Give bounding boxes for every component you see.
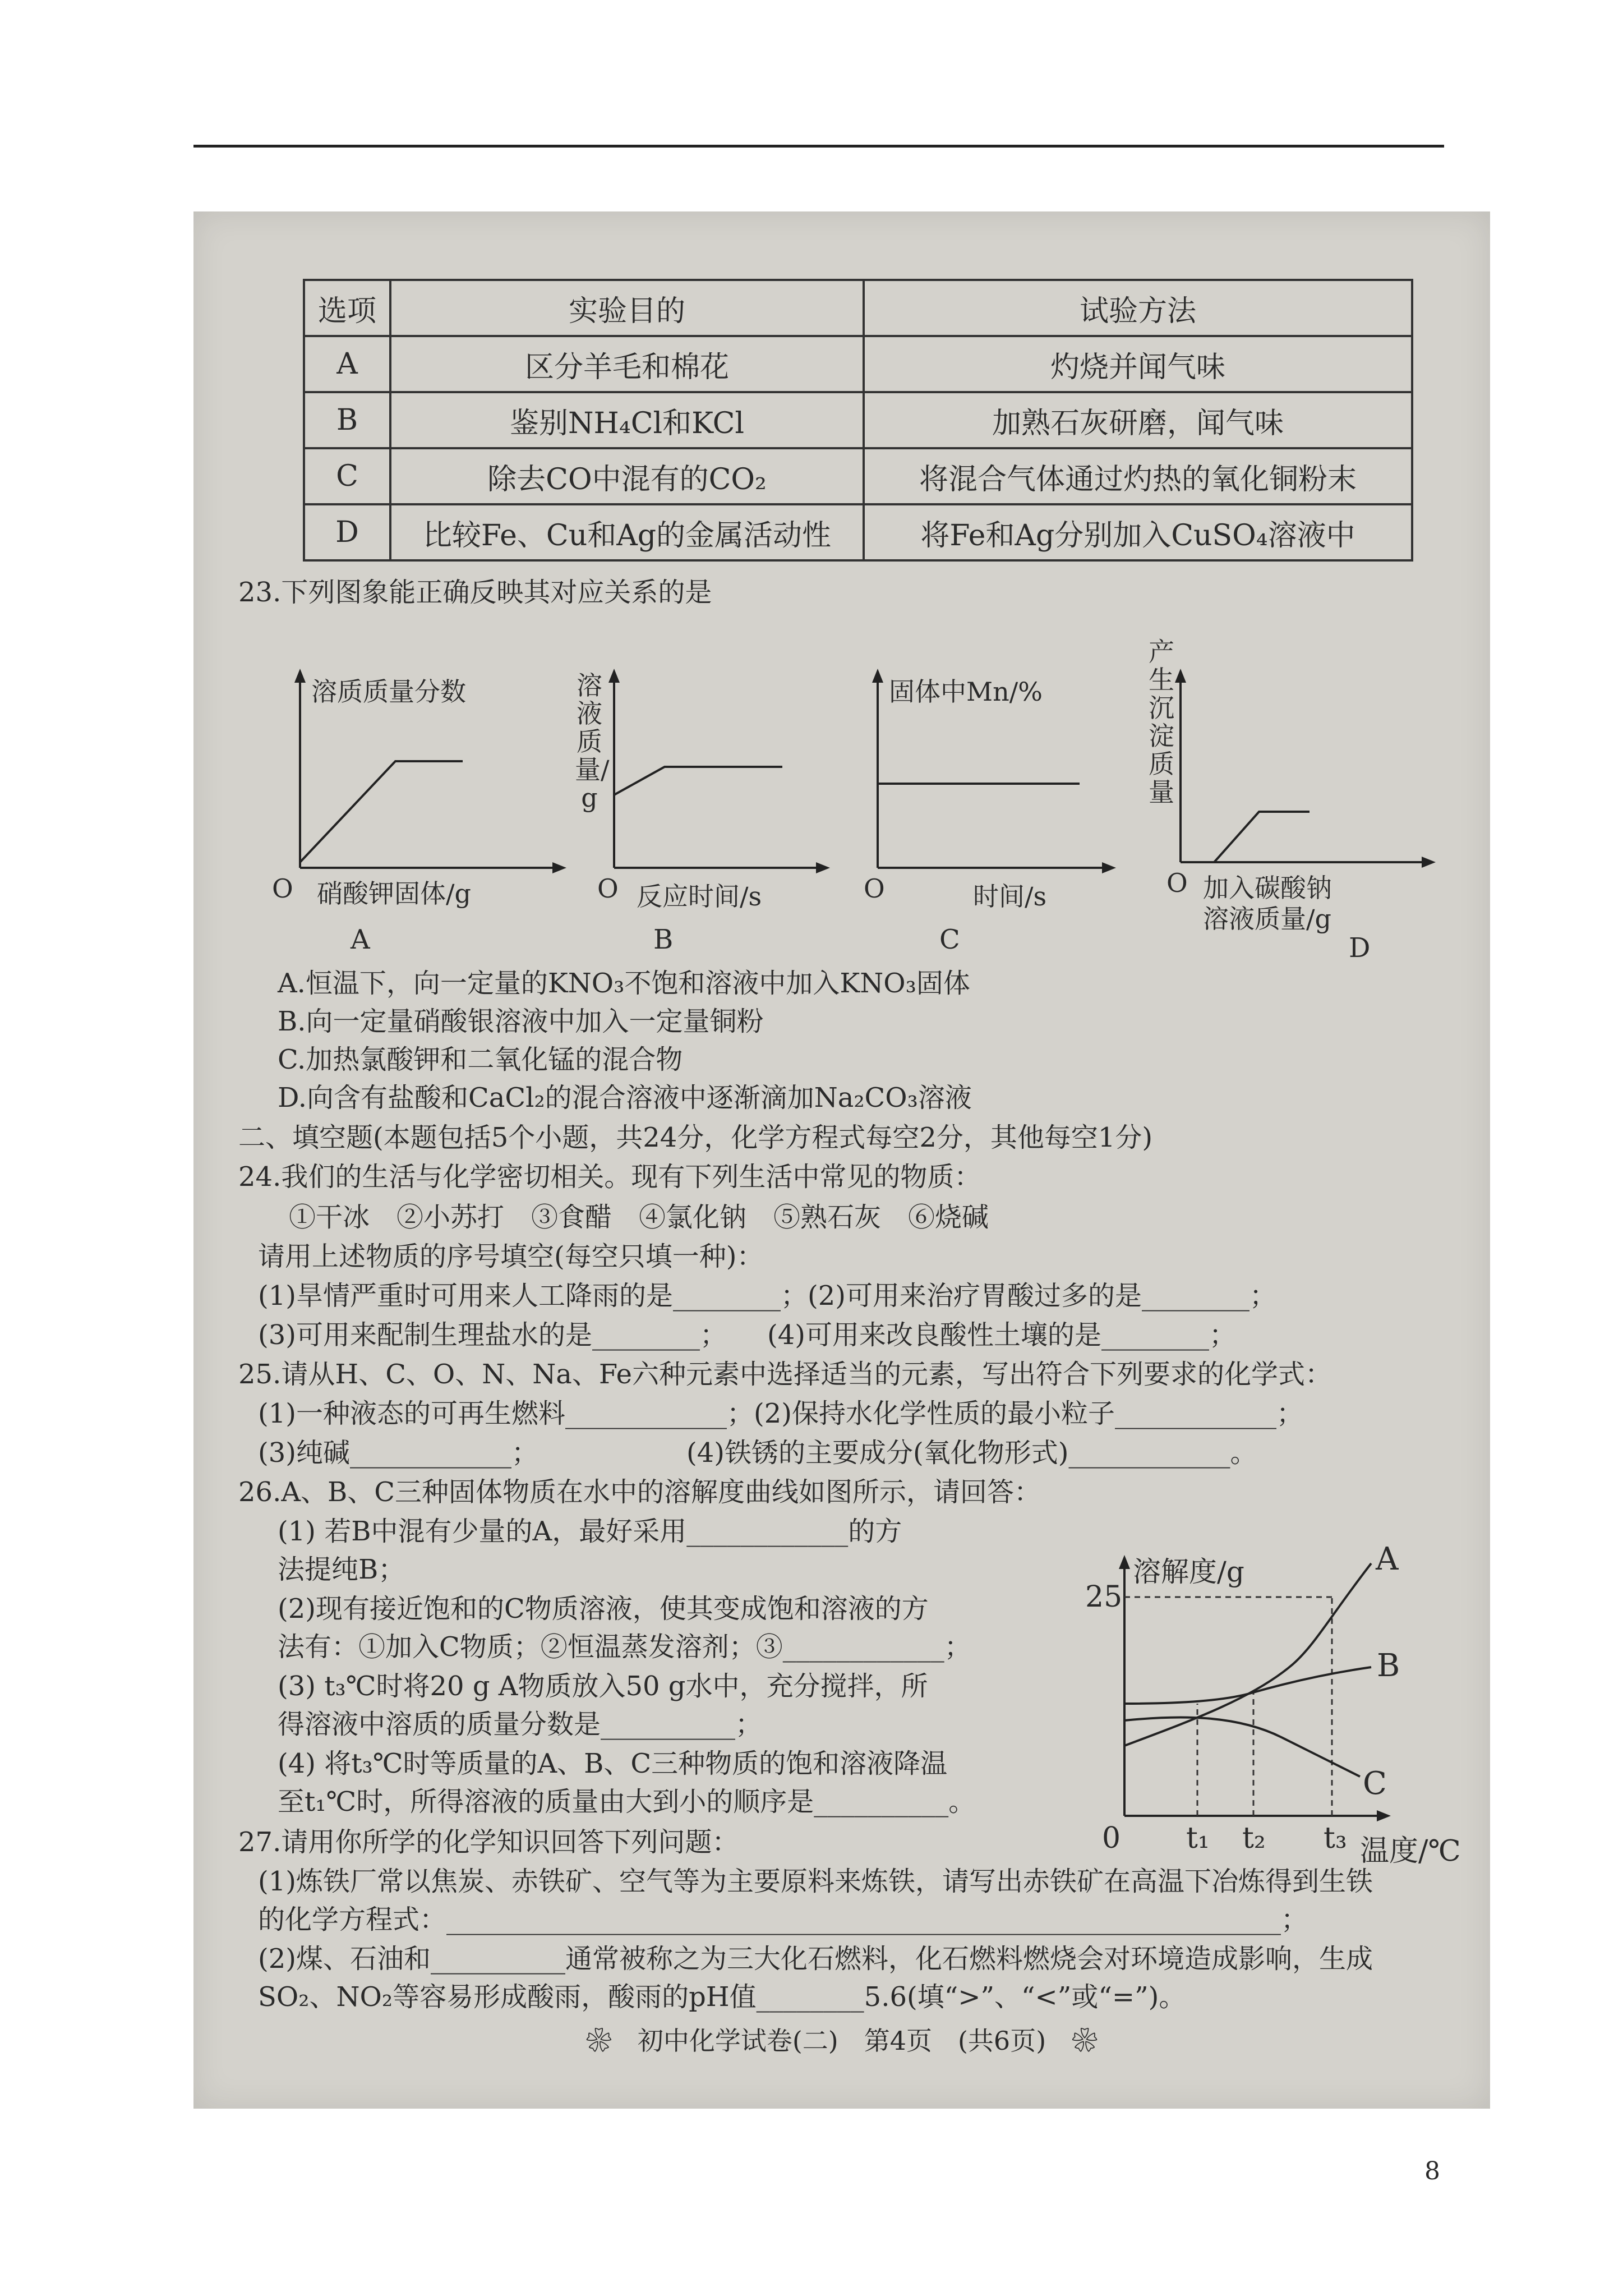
series-label-c: C xyxy=(1363,1765,1387,1802)
graph-a-ylabel: 溶质质量分数 xyxy=(311,677,466,707)
q24-line-1: (1)旱情严重时可用来人工降雨的是________；(2)可用来治疗胃酸过多的是________； xyxy=(258,1280,1276,1312)
page-number: 8 xyxy=(1424,2157,1440,2185)
solubility-chart xyxy=(1068,1541,1483,1868)
solubility-origin: 0 xyxy=(1102,1821,1121,1855)
graph-d-xlabel-2: 溶液质量/g xyxy=(1203,904,1331,934)
q26-p3b: 得溶液中溶质的质量分数是__________； xyxy=(278,1709,763,1740)
graph-d-origin: O xyxy=(1166,868,1188,898)
section-2-heading: 二、填空题(本题包括5个小题，共24分，化学方程式每空2分，其他每空1分) xyxy=(238,1122,1153,1153)
graph-b-xlabel: 反应时间/s xyxy=(637,881,762,912)
solubility-xtick-t3: t₃ xyxy=(1324,1821,1347,1855)
q25-line-1: (1)一种液态的可再生燃料____________；(2)保持水化学性质的最小粒子____________； xyxy=(258,1398,1303,1429)
table-row: B 鉴别NH₄Cl和KCl 加熟石灰研磨，闻气味 xyxy=(304,392,1412,448)
q23-option-c: C.加热氯酸钾和二氧化锰的混合物 xyxy=(278,1044,683,1075)
q26-p4b: 至t₁℃时，所得溶液的质量由大到小的顺序是__________。 xyxy=(278,1786,976,1818)
q26-p1a: (1) 若B中混有少量的A，最好采用____________的方 xyxy=(278,1516,902,1547)
graph-a xyxy=(272,666,564,955)
graph-d xyxy=(1124,637,1438,964)
q25-line-2: (3)纯碱____________； (4)铁锈的主要成分(氧化物形式)____________。 xyxy=(258,1437,1257,1469)
q23-option-d: D.向含有盐酸和CaCl₂的混合溶液中逐渐滴加Na₂CO₃溶液 xyxy=(278,1082,972,1114)
series-label-b: B xyxy=(1377,1648,1400,1684)
graph-c-xlabel: 时间/s xyxy=(973,881,1047,912)
q27-stem: 27.请用你所学的化学知识回答下列问题： xyxy=(238,1826,739,1858)
q26-p4a: (4) 将t₃℃时等质量的A、B、C三种物质的饱和溶液降温 xyxy=(278,1748,948,1779)
q23-option-a: A.恒温下，向一定量的KNO₃不饱和溶液中加入KNO₃固体 xyxy=(278,968,970,999)
q27-line-2: 的化学方程式：______________________________________________________________； xyxy=(258,1904,1308,1935)
q27-line-3: (2)煤、石油和__________通常被称之为三大化石燃料，化石燃料燃烧会对环境造成影响，生成 xyxy=(258,1943,1373,1975)
q26-p3a: (3) t₃℃时将20 g A物质放入50 g水中，充分搅拌，所 xyxy=(278,1671,928,1702)
solubility-ytick-25: 25 xyxy=(1085,1580,1123,1614)
experiment-table xyxy=(303,279,1413,562)
q26-p2b: 法有：①加入C物质；②恒温蒸发溶剂；③____________； xyxy=(278,1631,971,1663)
graph-d-xlabel-1: 加入碳酸钠 xyxy=(1203,873,1332,903)
graph-b xyxy=(569,666,833,955)
graph-a-letter: A xyxy=(351,924,370,955)
graph-c-origin: O xyxy=(864,873,885,904)
graph-a-xlabel: 硝酸钾固体/g xyxy=(317,878,471,909)
q27-line-1: (1)炼铁厂常以焦炭、赤铁矿、空气等为主要原料来炼铁，请写出赤铁矿在高温下冶炼得到生铁 xyxy=(258,1866,1373,1897)
q25-stem: 25.请从H、C、O、N、Na、Fe六种元素中选择适当的元素，写出符合下列要求的化学式： xyxy=(238,1359,1332,1390)
q26-p1b: 法提纯B； xyxy=(278,1554,405,1585)
q24-items: ①干冰 ②小苏打 ③食醋 ④氯化钠 ⑤熟石灰 ⑥烧碱 xyxy=(289,1202,989,1233)
solubility-xlabel: 温度/℃ xyxy=(1360,1834,1461,1868)
q27-line-4: SO₂、NO₂等容易形成酸雨，酸雨的pH值________5.6(填“>”、“<”或“=”)。 xyxy=(258,1981,1186,2013)
table-row: D 比较Fe、Cu和Ag的金属活动性 将Fe和Ag分别加入CuSO₄溶液中 xyxy=(304,504,1412,560)
graph-d-letter: D xyxy=(1349,932,1371,964)
graph-b-letter: B xyxy=(653,924,674,955)
page-footer: ❀ 初中化学试卷(二) 第4页 (共6页) ❀ xyxy=(585,2026,1098,2056)
exam-photo xyxy=(193,211,1490,2109)
q23-option-b: B.向一定量硝酸银溶液中加入一定量铜粉 xyxy=(278,1006,764,1037)
table-row: C 除去CO中混有的CO₂ 将混合气体通过灼热的氧化铜粉末 xyxy=(304,448,1412,504)
q26-p2a: (2)现有接近饱和的C物质溶液，使其变成饱和溶液的方 xyxy=(278,1593,929,1625)
graph-c-ylabel: 固体中Mn/% xyxy=(889,677,1043,707)
solubility-xtick-t1: t₁ xyxy=(1186,1821,1210,1855)
graph-a-origin: O xyxy=(272,873,293,904)
q26-stem: 26.A、B、C三种固体物质在水中的溶解度曲线如图所示，请回答： xyxy=(238,1476,1041,1508)
table-row: A 区分羊毛和棉花 灼烧并闻气味 xyxy=(304,336,1412,392)
table-header-row: 选项 实验目的 试验方法 xyxy=(304,280,1412,336)
graph-b-ylabel: 溶液质量/g xyxy=(575,670,610,813)
q23-stem: 23.下列图象能正确反映其对应关系的是 xyxy=(238,577,712,608)
curve-b xyxy=(1124,1667,1371,1704)
graph-d-ylabel: 产生沉淀质量 xyxy=(1149,637,1174,807)
solubility-chart-svg xyxy=(1068,1552,1483,1866)
series-label-a: A xyxy=(1376,1541,1399,1577)
solubility-xtick-t2: t₂ xyxy=(1242,1821,1266,1855)
graph-c-letter: C xyxy=(939,924,960,955)
curve-c xyxy=(1124,1717,1360,1777)
solubility-ylabel: 溶解度/g xyxy=(1133,1556,1244,1588)
q24-line-2: (3)可用来配制生理盐水的是________； (4)可用来改良酸性土壤的是________； xyxy=(258,1319,1236,1351)
q24-stem: 24.我们的生活与化学密切相关。现有下列生活中常见的物质： xyxy=(238,1161,981,1193)
q24-instruction: 请用上述物质的序号填空(每空只填一种)： xyxy=(258,1241,764,1272)
top-rule xyxy=(193,145,1444,148)
graph-c xyxy=(861,666,1124,955)
graph-b-origin: O xyxy=(597,873,619,904)
